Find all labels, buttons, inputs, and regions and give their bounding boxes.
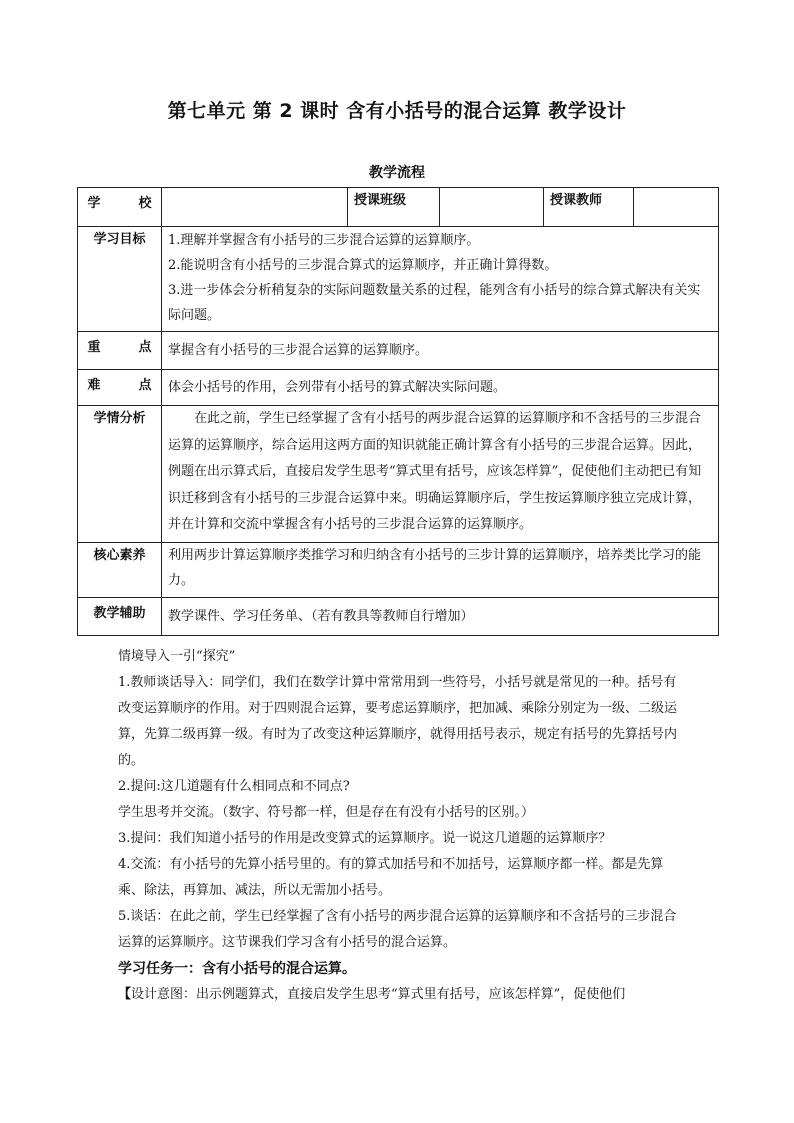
literacy-label: 核心素养 [78,542,162,597]
table-row-difficulty [78,370,719,406]
table-row-goals [78,227,719,332]
class-label: 授课班级 [348,188,440,227]
paragraph: 2.提问:这几道题有什么相同点和不同点? [118,779,350,794]
analysis-label: 学情分析 [78,406,162,543]
section-subtitle: 教学流程 [369,165,425,181]
table-row-literacy [78,542,719,597]
analysis-text: 在此之前，学生已经掌握了含有小括号的两步混合运算的运算顺序和不含括号的三步混合运算的运算顺序，综合运用这两方面的知识就能正确计算含有小括号的三步混合运算。因此，例题在出示算式后，直接启发学生思考“算式里有括号，应该怎样算”，促使他们主动把已有知识迁移到含有小括号的三步混合运算中来。明确运算顺序后，学生按运算顺序独立完成计算，并在计算和交流中掌握含有小括号的三步混合运算的运算顺序。 [162,406,719,543]
aids-text: 教学课件、学习任务单、（若有教具等教师自行增加） [162,597,719,635]
goal-item: 1.理解并掌握含有小括号的三步混合运算的运算顺序。 [168,233,480,248]
goal-item: 2.能说明含有小括号的三步混合算式的运算顺序，并正确计算得数。 [168,258,558,273]
design-text: 设计意图：出示例题算式，直接启发学生思考“算式里有括号，应该怎样算”，促使他们 [131,987,626,1002]
goal-item: 3.进一步体会分析稍复杂的实际问题数量关系的过程，能列含有小括号的综合算式解决有关实际问题。 [168,283,701,323]
lesson-plan-table [77,187,719,636]
key-text: 掌握含有小括号的三步混合运算的运算顺序。 [162,332,719,370]
aids-label: 教学辅助 [78,597,162,635]
difficulty-text: 体会小括号的作用，会列带有小括号的算式解决实际问题。 [162,370,719,406]
table-row-analysis [78,406,719,543]
school-value [162,188,348,227]
key-label: 重 点 [78,332,162,370]
paragraph: 5.谈话：在此之前，学生已经掌握了含有小括号的两步混合运算的运算顺序和不含括号的三步混合运算的运算顺序。这节课我们学习含有小括号的混合运算。 [118,909,677,950]
table-row-school [78,188,719,227]
teacher-value [634,188,719,227]
paragraph: 1.教师谈话导入：同学们，我们在数学计算中常常用到一些符号，小括号就是常见的一种。括号有改变运算顺序的作用。对于四则混合运算，要考虑运算顺序，把加减、乘除分别定为一级、二级运算，先算二级再算一级。有时为了改变这种运算顺序，就得用括号表示，规定有括号的先算括号内的。 [118,675,678,768]
page-title: 第七单元 第 2 课时 含有小括号的混合运算 教学设计 [167,100,627,122]
paragraph: 3.提问：我们知道小括号的作用是改变算式的运算顺序。说一说这几道题的运算顺序？ [118,831,612,846]
lesson-body [118,644,688,1008]
difficulty-label: 难 点 [78,370,162,406]
teacher-label: 授课教师 [544,188,634,227]
goals-cell [162,227,719,332]
design-intent [118,982,688,1008]
class-value [440,188,544,227]
paragraph: 4.交流：有小括号的先算小括号里的。有的算式加括号和不加括号，运算顺序都一样。都是先算乘、除法，再算加、减法，所以无需加小括号。 [118,857,664,898]
design-bracket: 【 [118,987,132,1002]
table-row-key [78,332,719,370]
paragraph: 学生思考并交流。（数字、符号都一样，但是存在有没有小括号的区别。） [118,805,535,820]
table-row-aids [78,597,719,635]
goals-label: 学习目标 [78,227,162,332]
task-heading: 学习任务一：含有小括号的混合运算。 [118,961,356,977]
school-label: 学 校 [78,188,162,227]
literacy-text: 利用两步计算运算顺序类推学习和归纳含有小括号的三步计算的运算顺序，培养类比学习的能力。 [162,542,719,597]
intro-heading: 情境导入一引“探究” [118,649,236,664]
